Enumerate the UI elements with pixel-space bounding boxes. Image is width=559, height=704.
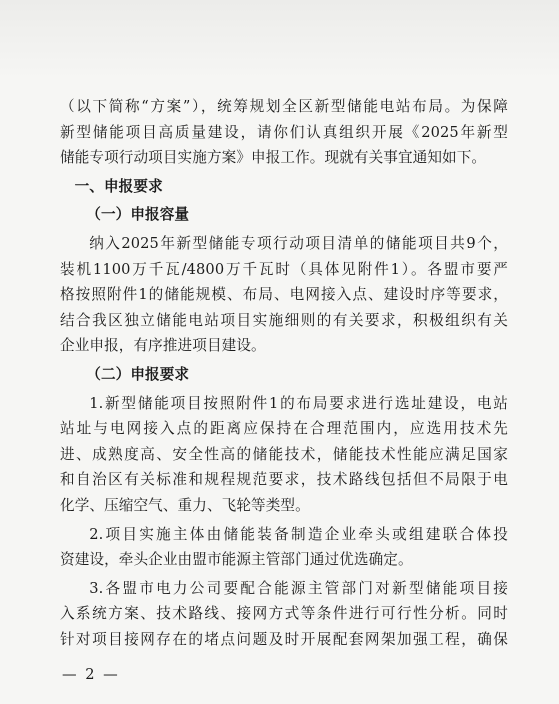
paragraph-line: 站址与电网接入点的距离应保持在合理范围内，应选用技术先 <box>60 420 508 438</box>
paragraph-line: 化学、压缩空气、重力、飞轮等类型。 <box>60 496 310 514</box>
paragraph-line: 1.新型储能项目按照附件1的布局要求进行选址建设，电站 <box>89 394 508 412</box>
paragraph-line: 格按照附件1的储能规模、布局、电网接入点、建设时序等要求， <box>60 286 508 304</box>
intro-line: 储能专项行动项目实施方案》申报工作。现就有关事宜通知如下。 <box>60 149 487 167</box>
intro-line: （以下简称“方案”），统筹规划全区新型储能电站布局。为保障 <box>60 98 508 115</box>
paragraph-line: 纳入2025年新型储能专项行动项目清单的储能项目共9个， <box>89 234 508 252</box>
intro-line: 新型储能项目高质量建设，请你们认真组织开展《2025年新型 <box>60 123 508 141</box>
scan-shadow <box>0 0 559 80</box>
page-number: — 2 — <box>62 666 120 683</box>
paragraph-line: 企业申报，有序推进项目建设。 <box>60 337 266 355</box>
paragraph-line: 和自治区有关标准和规程规范要求，技术路线包括但不局限于电 <box>60 471 508 489</box>
paragraph-line: 装机1100万千瓦/4800万千瓦时（具体见附件1）。各盟市要严 <box>60 260 508 278</box>
paragraph-line: 入系统方案、技术路线、接网方式等条件进行可行性分析。同时 <box>60 605 508 623</box>
paragraph-line: 3.各盟市电力公司要配合能源主管部门对新型储能项目接 <box>89 579 508 597</box>
paragraph-line: 结合我区独立储能电站项目实施细则的有关要求，积极组织有关 <box>60 311 508 329</box>
document-body <box>60 94 508 652</box>
paragraph-line: 2.项目实施主体由储能装备制造企业牵头或组建联合体投 <box>89 525 508 543</box>
paragraph-line: 资建设，牵头企业由盟市能源主管部门通过优选确定。 <box>60 551 413 569</box>
paragraph-line: 进、成熟度高、安全性高的储能技术，储能技术性能应满足国家 <box>60 445 508 463</box>
subsection-heading: （二）申报要求 <box>86 365 190 383</box>
subsection-heading: （一）申报容量 <box>86 206 190 224</box>
paragraph-line: 针对项目接网存在的堵点问题及时开展配套网架加强工程，确保 <box>60 630 508 648</box>
section-heading: 一、申报要求 <box>74 177 163 195</box>
